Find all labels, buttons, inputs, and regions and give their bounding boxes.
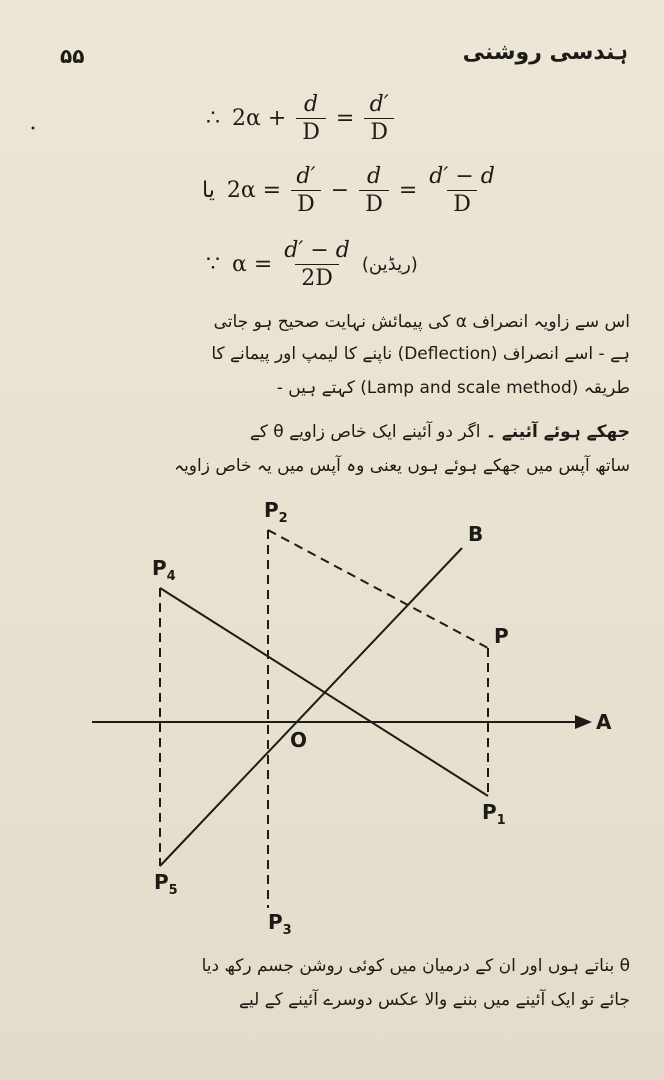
eq2-frac2-numerator: d	[366, 164, 382, 189]
page-number: ۵۵	[60, 44, 85, 68]
eq2-fraction-3	[427, 164, 497, 217]
label-p1: $P_1$	[482, 800, 506, 828]
paragraph-3-line-1: θ بناتے ہوں اور ان کے درمیان میں کوئی روشن جسم رکھ دیا	[201, 956, 630, 976]
therefore-symbol: ∴	[206, 106, 220, 131]
eq1-fraction-1	[296, 92, 326, 145]
running-title: ہندسی روشنی	[462, 40, 628, 65]
paragraph-1-line-1: اس سے زاویہ انصراف α کی پیمائش نہایت صحیح ہو جاتی	[213, 312, 630, 332]
eq1-frac2-numerator: d′	[369, 92, 389, 117]
equation-1	[200, 92, 398, 145]
dashed-p2-p	[268, 530, 488, 648]
label-p2: $P_2$	[264, 498, 288, 526]
label-p: P	[494, 624, 509, 648]
because-symbol: ∵	[206, 252, 220, 277]
paragraph-2-line-1	[38, 424, 630, 441]
section-heading-inclined-mirrors: جھکے ہوئے آئینے ۔	[485, 422, 630, 442]
paragraph-3-line-2: جائے تو ایک آئینے میں بننے والا عکس دوسرے آئینے کے لیے	[238, 990, 630, 1010]
or-word: یا	[202, 178, 215, 203]
eq3-fraction	[282, 238, 352, 291]
eq2-fraction-1	[291, 164, 321, 217]
eq1-frac1-numerator: d	[304, 92, 319, 117]
eq2-frac3-denominator: D	[447, 190, 477, 217]
label-b: B	[468, 522, 484, 546]
eq1-lhs: 2α +	[232, 106, 287, 131]
eq1-frac2-denominator: D	[364, 118, 394, 145]
inclined-mirrors-diagram	[0, 490, 664, 940]
radian-note: (ریڈین)	[361, 254, 418, 275]
eq1-fraction-2	[364, 92, 394, 145]
eq2-frac3-numerator: d′ − d	[429, 164, 495, 189]
label-a: A	[596, 710, 612, 734]
paragraph-2-line-2: ساتھ آپس میں جھکے ہوئے ہوں یعنی وہ آپس میں یہ خاص زاویہ	[174, 456, 630, 476]
eq2-frac1-numerator: d′	[296, 164, 316, 189]
arrow-head-a	[575, 715, 592, 729]
equation-3	[200, 238, 424, 291]
paragraph-2-line-1-rest: اگر دو آئینے ایک خاص زاویے θ کے	[249, 422, 481, 442]
margin-dot: •	[30, 124, 36, 135]
eq2-equals: =	[398, 178, 418, 203]
eq3-numerator: d′ − d	[284, 238, 350, 263]
eq3-denominator: 2D	[295, 264, 339, 291]
eq2-minus: −	[330, 178, 350, 203]
eq1-equals: =	[335, 106, 355, 131]
label-p5: $P_5$	[154, 870, 178, 898]
eq2-frac1-denominator: D	[291, 190, 321, 217]
equation-2	[196, 164, 501, 217]
paragraph-1-line-2: ہے - اسے انصراف (Deflection) ناپنے کا لیمپ اور پیمانے کا	[211, 344, 630, 364]
line-p4-p1	[160, 588, 488, 796]
eq3-lhs: α =	[232, 252, 273, 277]
eq2-fraction-2	[359, 164, 389, 217]
label-p3: $P_3$	[268, 910, 292, 938]
label-p4: $P_4$	[152, 556, 176, 584]
mirror-line-ob	[160, 548, 462, 866]
label-o: O	[290, 728, 308, 752]
eq1-frac1-denominator: D	[296, 118, 326, 145]
eq2-frac2-denominator: D	[359, 190, 389, 217]
paragraph-1-line-3: طریقہ (Lamp and scale method) کہتے ہیں -	[276, 378, 630, 398]
eq2-lhs: 2α =	[226, 178, 282, 203]
